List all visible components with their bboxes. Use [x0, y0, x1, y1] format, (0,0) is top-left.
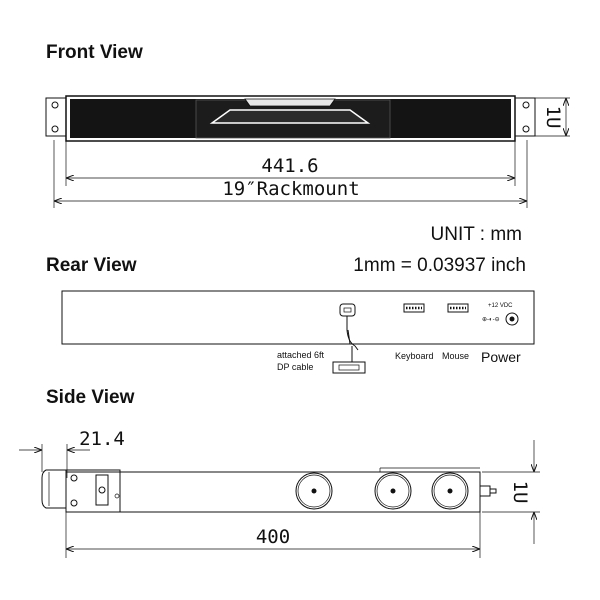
side-rear-connector-tip [490, 489, 496, 493]
rackmount-label: 19″Rackmount [222, 178, 360, 200]
front-width-label: 441.6 [261, 155, 319, 177]
left-ear-top-hole [52, 102, 58, 108]
dp-cable-pin [344, 308, 351, 312]
power-label: Power [481, 349, 521, 365]
slide-rail-wheel-2 [375, 473, 411, 509]
mouse-label: Mouse [442, 351, 470, 361]
side-ear-screw-small [115, 494, 119, 498]
unit-conversion: 1mm = 0.03937 inch [353, 255, 526, 276]
power-jack-center [510, 317, 515, 322]
unit-label: UNIT : mm [430, 224, 522, 245]
slide-rail-wheel-1 [296, 473, 332, 509]
side-ear-hole-2 [71, 500, 77, 506]
side-ear-screw [99, 487, 105, 493]
side-offset-label: 21.4 [79, 428, 125, 450]
side-body-outline [66, 472, 480, 512]
front-height-label: 1U [542, 105, 564, 129]
side-height-label: 1U [509, 480, 531, 504]
rear-view-heading: Rear View [46, 255, 137, 276]
side-depth-dimension [66, 512, 480, 558]
front-panel [46, 96, 535, 141]
front-view-heading: Front View [46, 42, 143, 63]
rear-panel [62, 291, 534, 373]
left-rack-ear [46, 98, 66, 136]
right-ear-top-hole [523, 102, 529, 108]
side-ear-hole-1 [71, 475, 77, 481]
right-ear-bottom-hole [523, 126, 529, 132]
left-ear-bottom-hole [52, 126, 58, 132]
front-top-notch [245, 99, 335, 106]
slide-rail-wheel-3 [432, 473, 468, 509]
side-height-dimension [482, 440, 540, 544]
dp-plug-inner [339, 365, 359, 370]
right-rack-ear [515, 98, 535, 136]
keyboard-label: Keyboard [395, 351, 434, 361]
dp-cable-connector [340, 304, 355, 316]
side-view-heading: Side View [46, 387, 135, 408]
dp-cable-label-1: attached 6ft [277, 350, 325, 360]
side-ear-slot [96, 475, 108, 505]
side-handle-block [42, 470, 66, 508]
dp-cable-label-2: DP cable [277, 362, 314, 372]
side-chassis [42, 468, 496, 512]
rear-body-outline [62, 291, 534, 344]
polarity-icon: ⊕-◐-⊖ [482, 317, 500, 323]
side-rear-connector [480, 486, 490, 496]
power-voltage-label: +12 VDC [488, 303, 513, 309]
front-height-dimension [535, 98, 570, 136]
dp-plug [333, 362, 365, 373]
front-handle-trapezoid [212, 110, 368, 123]
side-depth-label: 400 [255, 526, 291, 548]
